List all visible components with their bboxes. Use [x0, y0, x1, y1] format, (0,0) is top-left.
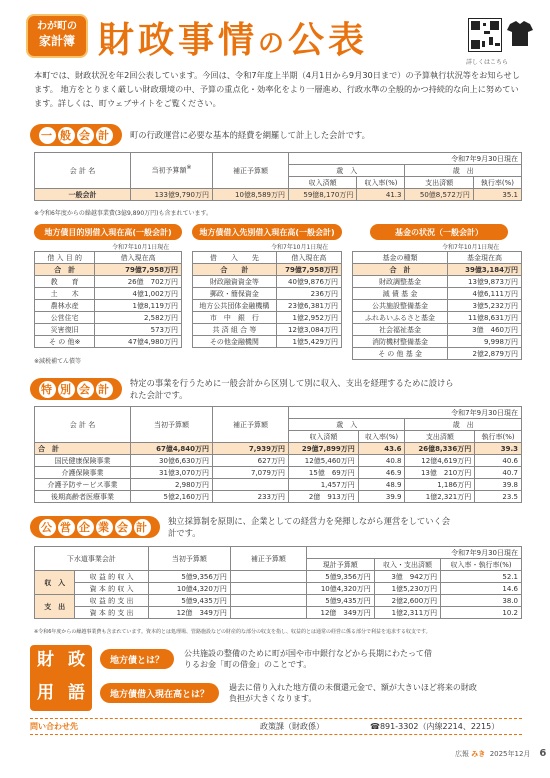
debt-purpose-table: 借 入 目 的 借入現在高 合 計 79億7,958万円 教 育 26億 702万円 土 木 4億1,002万円 農林水産 1億8,119万円 公営住宅 2,582万円 災害復旧 573万円 そ の 他※ 47億4,980万円: [34, 251, 182, 348]
table-row: 社会福祉基金 3億 460万円: [353, 324, 522, 336]
intro-text: 本町では、財政状況を年2回公表しています。今回は、令和7年度上半期（4月1日から9月30日まで）の予算執行状況等をお知らせします。 地方をとりまく厳しい財政環境の中、予算の重点化・効率化をより一層進め、行政水準の全般的かつ持続的な向上に努めています。詳しくは、町ウェブサイトをご覧ください。: [34, 70, 520, 108]
table-row: 国民健康保険事業 30億6,630万円 627万円 12億5,460万円 40.8 12億4,619万円 40.6: [35, 455, 522, 467]
glossary-item-2: [100, 682, 479, 704]
general-section-header: [30, 124, 370, 146]
special-desc: 特定の事業を行うために一般会計から区別して別に収入、支出を経理するために設けられた会計です。: [130, 378, 454, 400]
funds-date: 令和7年10月1日現在: [442, 244, 500, 251]
table-row: 後期高齢者医療事業 5億2,160万円 233万円 2億 913万円 39.9 1億2,321万円 23.5: [35, 491, 522, 503]
table-row: 減 債 基 金 4億6,111万円: [353, 288, 522, 300]
debt-purpose-note: ※減税補てん債等: [34, 358, 82, 365]
page-title: [98, 12, 368, 63]
table-row: 一般会計 133億9,790万円 10億8,589万円 59億8,170万円 41.3 50億8,572万円 35.1: [35, 189, 522, 201]
qr-label: 詳しくはこちら: [466, 59, 509, 66]
glossary-a2: 過去に借り入れた地方債の未償還元金で、額が大きいほど将来の財政負担が大きくなります。: [229, 683, 477, 703]
table-row: その他金融機関 1億5,429万円: [193, 336, 342, 348]
mascot-shirt-icon: [505, 18, 535, 48]
page-footer: 広報 みき 2025年12月 6: [455, 748, 547, 759]
table-row: 公営住宅 2,582万円: [35, 312, 182, 324]
debt-lender-date: 令和7年10月1日現在: [271, 244, 329, 251]
public-section-header: [30, 516, 458, 538]
table-row: ふれあいふるさと基金 11億8,631万円: [353, 312, 522, 324]
public-label: 公 営 企 業 会 計: [30, 516, 160, 538]
glossary-a1: 公共施設の整備のために町が国や市中銀行などから長期にわたって借りるお金「町の借金」のことです。: [184, 649, 433, 669]
qr-code-icon[interactable]: [468, 18, 502, 52]
badge-line2: 家計簿: [38, 34, 75, 48]
table-row: 合 計 39億3,184万円: [353, 264, 522, 276]
debt-purpose-date: 令和7年10月1日現在: [112, 244, 170, 251]
table-row: 合 計 79億7,958万円: [193, 264, 342, 276]
general-note: ※令和6年度からの繰越事業費(3億9,890万円)も含まれています。: [34, 210, 213, 217]
table-row: 財政融資資金等 40億9,876万円: [193, 276, 342, 288]
table-row: そ の 他 基 金 2億2,879万円: [353, 348, 522, 360]
debt-lender-table: 借 入 先 借入現在高 合 計 79億7,958万円 財政融資資金等 40億9,876万円 郵政・簡保資金 236万円 地方公共団体金融機構 23億6,381万円 市 中 銀 行 1億2,952万円 共 済 組 合 等 12億3,084万円 その他金融機関 1億5,429万円: [192, 251, 342, 348]
public-desc: 独立採算制を原則に、企業としての経営力を発揮しながら運営をしていく会計です。: [168, 516, 451, 538]
title-no: の: [258, 29, 289, 59]
contact-tel: ☎891-3302（内線2214、2215）: [370, 722, 500, 731]
debt-lender-title: 地方債借入先別借入現在高(一般会計): [192, 224, 342, 240]
table-row: 郵政・簡保資金 236万円: [193, 288, 342, 300]
funds-title: 基金の状況（一般会計）: [370, 224, 508, 240]
table-row: 農林水産 1億8,119万円: [35, 300, 182, 312]
special-section-header: [30, 378, 460, 400]
table-row: 支 出 収 益 的 支 出 5億9,435万円 5億9,435万円 2億2,600万円 38.0: [35, 595, 522, 607]
title-part1: 財政事情: [98, 19, 259, 61]
table-row: 消防機材整備基金 9,998万円: [353, 336, 522, 348]
contact-label: 問い合わせ先: [30, 722, 78, 731]
table-row: 資 本 的 収 入 10億4,320万円 10億4,320万円 1億5,230万円 14.6: [35, 583, 522, 595]
table-row: 合 計 67億4,840万円 7,939万円 29億7,899万円 43.6 26億8,336万円 39.3: [35, 443, 522, 455]
table-row: 合 計 79億7,958万円: [35, 264, 182, 276]
contact-dept: 政策課（財政係）: [260, 722, 324, 731]
table-row: 教 育 26億 702万円: [35, 276, 182, 288]
badge-line1: わが町の: [37, 21, 77, 32]
glossary-q1: 地方債とは？: [100, 649, 174, 669]
general-table: 会 計 名 当初予算額※ 補正予算額 令和7年9月30日現在 歳 入 歳 出 収入済額 収入率(%) 支出済額 執行率(%) 一般会計 133億9,790万円 10億8,589万円 59億8,170万円 41.3 50億8,572万円 35.1: [34, 152, 522, 201]
special-table: 会 計 名 当初予算額 補正予算額 令和7年9月30日現在 歳 入 歳 出 収入済額 収入率(%) 支出済額 執行率(%) 合 計 67億4,840万円 7,939万円 29億7,899万円 43.6 26億8,336万円 39.3 国民健康保険事業 30億6,630万円 627万円 12億5,460万円 40.8 12億4,619万円 40.6 介護保険事業 31億3,070万円 7,079万円 15億 69万円 46.9 13億 210万円 40.7 介護予防サービス事業 2,980万円 1,457万円 48.9 1,186万円 39.8 後期高齢者医療事業 5億2,160万円 233万円 2億 913万円 39.9 1億2,321万円 23.5: [34, 406, 522, 503]
title-part2: 公表: [288, 19, 369, 61]
glossary-box: 財 政 用 語: [30, 645, 92, 711]
table-row: 収 入 収 益 的 収 入 5億9,356万円 5億9,356万円 3億 942万円 52.1: [35, 571, 522, 583]
table-row: 財政調整基金 13億9,873万円: [353, 276, 522, 288]
general-label: 一 般 会 計: [30, 124, 122, 146]
special-label: 特 別 会 計: [30, 378, 122, 400]
glossary-q2: 地方債借入現在高とは？: [100, 683, 219, 703]
table-row: 土 木 4億1,002万円: [35, 288, 182, 300]
table-row: 公共施設整備基金 3億5,232万円: [353, 300, 522, 312]
header-badge: [26, 14, 88, 58]
public-note: ※令和6年度からの繰越事業費も含まれています。資本的とは処理場、管路施設などの財産的な部分の収支を指し、収益的とは通常の経営に係る部分で利益を追求する収支です。: [34, 629, 431, 635]
funds-table: 基金の種類 基金現在高 合 計 39億3,184万円 財政調整基金 13億9,873万円 減 債 基 金 4億6,111万円 公共施設整備基金 3億5,232万円 ふれあいふるさと基金 11億8,631万円 社会福祉基金 3億 460万円 消防機材整備基金 9,998万円 そ の 他 基 金 2億2,879万円: [352, 251, 522, 360]
debt-purpose-title: 地方債目的別借入現在高(一般会計): [34, 224, 182, 240]
table-row: 市 中 銀 行 1億2,952万円: [193, 312, 342, 324]
glossary-item-1: [100, 648, 434, 670]
table-row: 共 済 組 合 等 12億3,084万円: [193, 324, 342, 336]
table-row: 資 本 的 支 出 12億 349万円 12億 349万円 1億2,311万円 10.2: [35, 607, 522, 619]
table-row: 介護保険事業 31億3,070万円 7,079万円 15億 69万円 46.9 13億 210万円 40.7: [35, 467, 522, 479]
table-row: 介護予防サービス事業 2,980万円 1,457万円 48.9 1,186万円 39.8: [35, 479, 522, 491]
contact-footer: [30, 718, 522, 735]
table-row: 地方公共団体金融機構 23億6,381万円: [193, 300, 342, 312]
general-desc: 町の行政運営に必要な基本的経費を網羅して計上した会計です。: [130, 130, 370, 140]
public-table: 下水道事業会計 当初予算額 補正予算額 令和7年9月30日現在 現計予算額 収入・支出済額 収入率・執行率(%) 収 入 収 益 的 収 入 5億9,356万円 5億9,356万円 3億 942万円 52.1 資 本 的 収 入 10億4,320万円 10億4,320万円 1億5,230万円 14.6 支 出 収 益 的 支 出 5億9,435万円 5億9,435万円 2億2,600万円 38.0 資 本 的 支 出 12億 349万円 12億 349万円 1億2,311万円 10.2: [34, 546, 522, 619]
table-row: そ の 他※ 47億4,980万円: [35, 336, 182, 348]
table-row: 災害復旧 573万円: [35, 324, 182, 336]
